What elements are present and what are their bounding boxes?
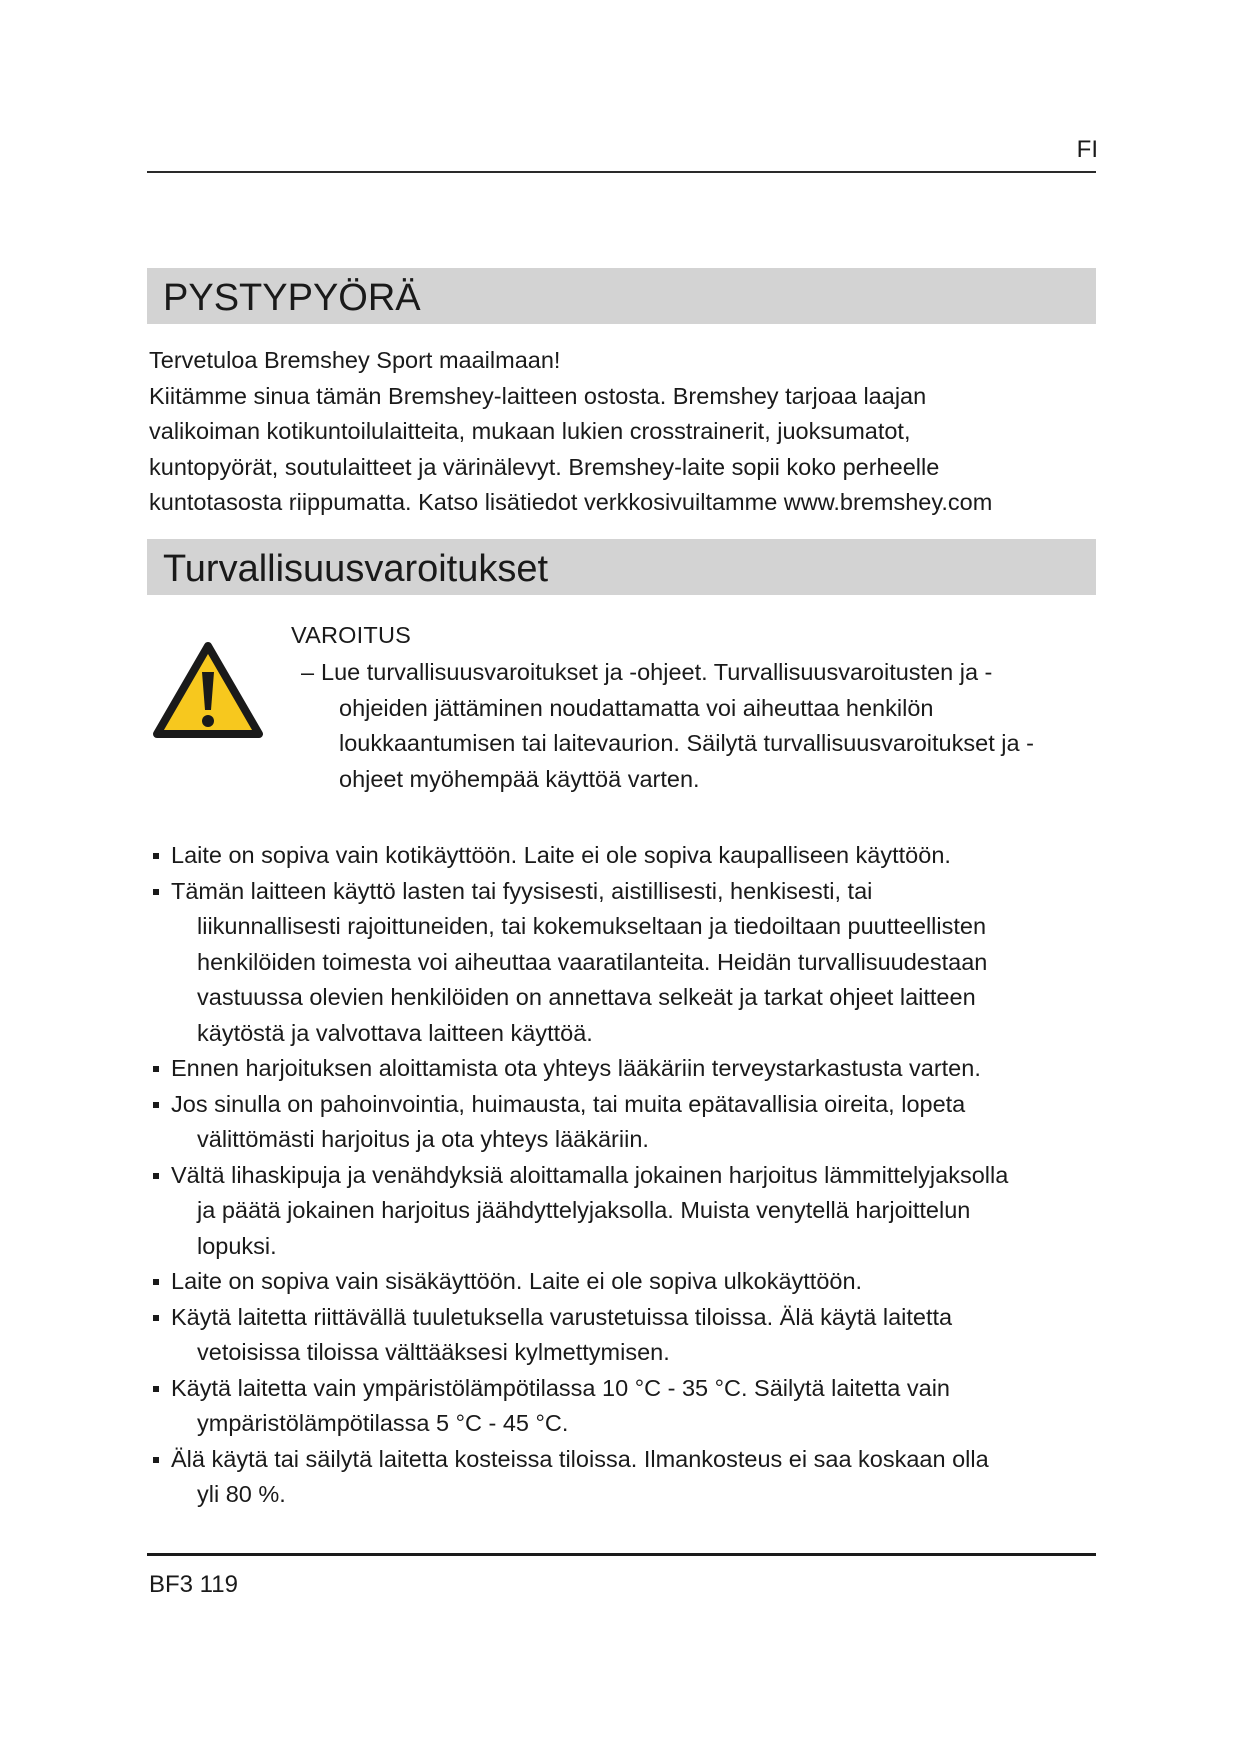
safety-item-line: Vältä lihaskipuja ja venähdyksiä aloittamalla jokainen harjoitus lämmittelyjaksolla	[171, 1161, 1009, 1188]
bullet-marker	[153, 1173, 159, 1179]
safety-item	[151, 838, 1101, 874]
safety-item-line: käytöstä ja valvottava laitteen käyttöä.	[197, 1019, 593, 1046]
safety-item-line: vetoisissa tiloissa välttääksesi kylmettymisen.	[197, 1339, 670, 1365]
safety-item-line: Käytä laitetta riittävällä tuuletuksella varustetuissa tiloissa. Älä käytä laitetta	[171, 1303, 953, 1330]
bullet-marker	[153, 1102, 159, 1108]
bullet-marker	[153, 1315, 159, 1321]
product-title-banner	[147, 268, 1096, 324]
intro-text	[149, 343, 1089, 521]
bullet-marker	[153, 1457, 159, 1463]
safety-item-line: Laite on sopiva vain sisäkäyttöön. Laite ei ole sopiva ulkokäyttöön.	[171, 1268, 863, 1294]
safety-title-banner	[147, 539, 1096, 595]
safety-item-line: henkilöiden toimesta voi aiheuttaa vaaratilanteita. Heidän turvallisuudestaan	[197, 948, 988, 975]
safety-item-line: välittömästi harjoitus ja ota yhteys lääkäriin.	[197, 1126, 649, 1152]
safety-title: Turvallisuusvaroitukset	[163, 548, 549, 590]
safety-item-line: Tämän laitteen käyttö lasten tai fyysisesti, aistillisesti, henkisesti, tai	[171, 877, 873, 904]
safety-item	[151, 1158, 1101, 1265]
header-divider	[147, 171, 1096, 173]
warning-line: ohjeiden jättäminen noudattamatta voi aiheuttaa henkilön	[339, 694, 934, 721]
safety-item-line: Jos sinulla on pahoinvointia, huimausta, tai muita epätavallisia oireita, lopeta	[171, 1090, 966, 1117]
intro-line: Kiitämme sinua tämän Bremshey-laitteen ostosta. Bremshey tarjoaa laajan	[149, 382, 927, 409]
safety-item	[151, 1051, 1101, 1087]
warning-line: loukkaantumisen tai laitevaurion. Säilytä turvallisuusvaroitukset ja -	[339, 730, 1034, 756]
warning-text	[301, 655, 1091, 797]
model-code: BF3 119	[149, 1571, 238, 1598]
safety-item-line: ja päätä jokainen harjoitus jäähdyttelyjaksolla. Muista venytellä harjoittelun	[197, 1197, 971, 1223]
safety-item	[151, 1087, 1101, 1158]
language-code: FI	[1076, 136, 1098, 163]
intro-line: kuntotasosta riippumatta. Katso lisätiedot verkkosivuiltamme www.bremshey.com	[149, 489, 993, 515]
bullet-marker	[153, 1279, 159, 1285]
safety-item-line: Älä käytä tai säilytä laitetta kosteissa tiloissa. Ilmankosteus ei saa koskaan olla	[171, 1445, 989, 1472]
welcome-line: Tervetuloa Bremshey Sport maailmaan!	[149, 347, 561, 373]
safety-item	[151, 1264, 1101, 1300]
safety-item-line: yli 80 %.	[197, 1481, 286, 1507]
intro-line: valikoiman kotikuntoilulaitteita, mukaan lukien crosstrainerit, juoksumatot,	[149, 418, 911, 444]
product-title: PYSTYPYÖRÄ	[163, 277, 421, 319]
safety-item-line: lopuksi.	[197, 1232, 277, 1259]
warning-line: – Lue turvallisuusvaroitukset ja -ohjeet. Turvallisuusvaroitusten ja -	[301, 655, 1091, 691]
bullet-marker	[153, 1066, 159, 1072]
warning-block	[147, 610, 1096, 810]
warning-line: ohjeet myöhempää käyttöä varten.	[339, 765, 700, 792]
safety-item-line: Ennen harjoituksen aloittamista ota yhteys lääkäriin terveystarkastusta varten.	[171, 1055, 981, 1081]
safety-item-line: liikunnallisesti rajoittuneiden, tai kokemukseltaan ja tiedoiltaan puutteellisten	[197, 913, 987, 939]
bullet-marker	[153, 1386, 159, 1392]
safety-item	[151, 874, 1101, 1052]
safety-item-line: vastuussa olevien henkilöiden on annettava selkeät ja tarkat ohjeet laitteen	[197, 984, 976, 1010]
safety-item	[151, 1371, 1101, 1442]
bullet-marker	[153, 889, 159, 895]
warning-triangle-icon	[151, 640, 265, 742]
footer-divider	[147, 1553, 1096, 1556]
safety-item-line: Käytä laitetta vain ympäristölämpötilassa 10 °C - 35 °C. Säilytä laitetta vain	[171, 1374, 950, 1401]
bullet-marker	[153, 853, 159, 859]
safety-item	[151, 1442, 1101, 1513]
warning-heading: VAROITUS	[291, 622, 411, 648]
safety-item-line: ympäristölämpötilassa 5 °C - 45 °C.	[197, 1410, 569, 1436]
safety-item-line: Laite on sopiva vain kotikäyttöön. Laite ei ole sopiva kaupalliseen käyttöön.	[171, 842, 951, 868]
intro-line: kuntopyörät, soutulaitteet ja värinälevyt. Bremshey-laite sopii koko perheelle	[149, 453, 940, 480]
safety-item	[151, 1300, 1101, 1371]
safety-list	[151, 838, 1101, 1513]
warning-dash: –	[301, 659, 315, 685]
